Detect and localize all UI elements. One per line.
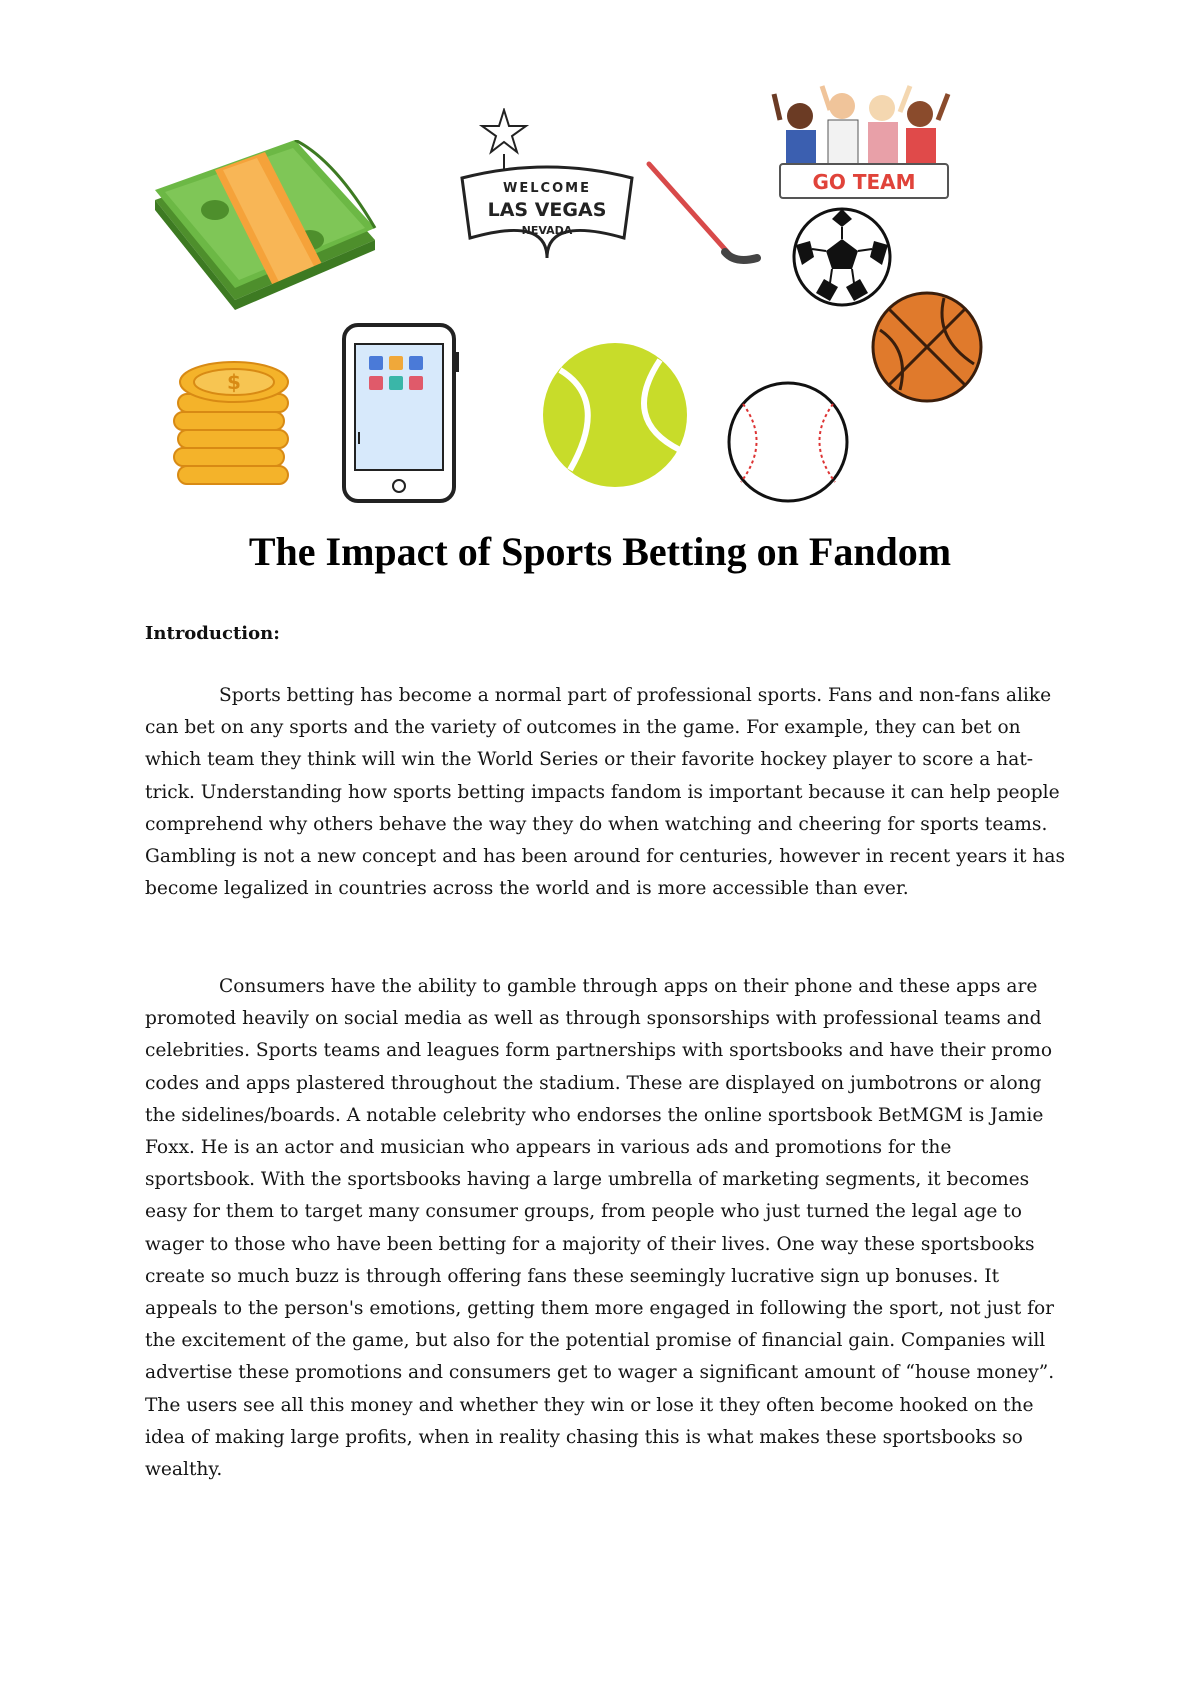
document-title: The Impact of Sports Betting on Fandom — [248, 529, 952, 574]
baseball-icon — [723, 380, 853, 505]
vegas-sign-line3: NEVADA — [521, 224, 573, 237]
fans-cheering-icon — [760, 80, 960, 205]
section-heading: Introduction: — [145, 623, 280, 644]
smartphone-icon — [341, 322, 461, 504]
basketball-icon — [870, 290, 985, 405]
svg-text:$: $ — [227, 370, 241, 394]
hockey-stick-icon — [645, 160, 765, 280]
money-stack-icon — [145, 140, 385, 310]
coin-stack-icon — [168, 356, 298, 496]
go-team-banner-text: GO TEAM — [812, 170, 916, 194]
vegas-sign-line1: WELCOME — [503, 181, 591, 196]
paragraph-2: Consumers have the ability to gamble through apps on their phone and these apps are promoted heavily on social media as well as through sponsorships with professional teams and celebrities. Sports teams and leagues form partnerships with sportsbooks and have their promo codes and apps plastered throughout the stadium. These are displayed on jumbotrons or along the sidelines/boards. A notable celebrity who endorses the online sportsbook BetMGM is Jamie Foxx. He is an actor and musician who appears in various ads and promotions for the sportsbook. With the sportsbooks having a large umbrella of marketing segments, it becomes easy for them to target many consumer groups, from people who just turned the legal age to wager to those who have been betting for a majority of their lives. One way these sportsbooks create so much buzz is through offering fans these seemingly lucrative sign up bonuses. It appeals to the person's emotions, getting them more engaged in following the sport, not just for the excitement of the game, but also for the potential promise of financial gain. Companies will advertise these promotions and consumers get to wager a significant amount of “house money”. The users see all this money and whether they win or lose it they often become hooked on the idea of making large profits, when in reality chasing this is what makes these sportsbooks so wealthy. — [145, 976, 1055, 1481]
tennis-ball-icon — [540, 340, 690, 490]
paragraph-1: Sports betting has become a normal part of professional sports. Fans and non-fans alike can bet on any sports and the variety of outcomes in the game. For example, they can bet on which team they think will win the World Series or their favorite hockey player to score a hat-trick. Understanding how sports betting impacts fandom is important because it can help people comprehend why others behave the way they do when watching and cheering for sports teams. Gambling is not a new concept and has been around for centuries, however in recent years it has become legalized in countries across the world and is more accessible than ever. — [145, 685, 1065, 900]
las-vegas-sign-icon — [452, 108, 642, 266]
vegas-sign-line2: LAS VEGAS — [487, 199, 607, 221]
